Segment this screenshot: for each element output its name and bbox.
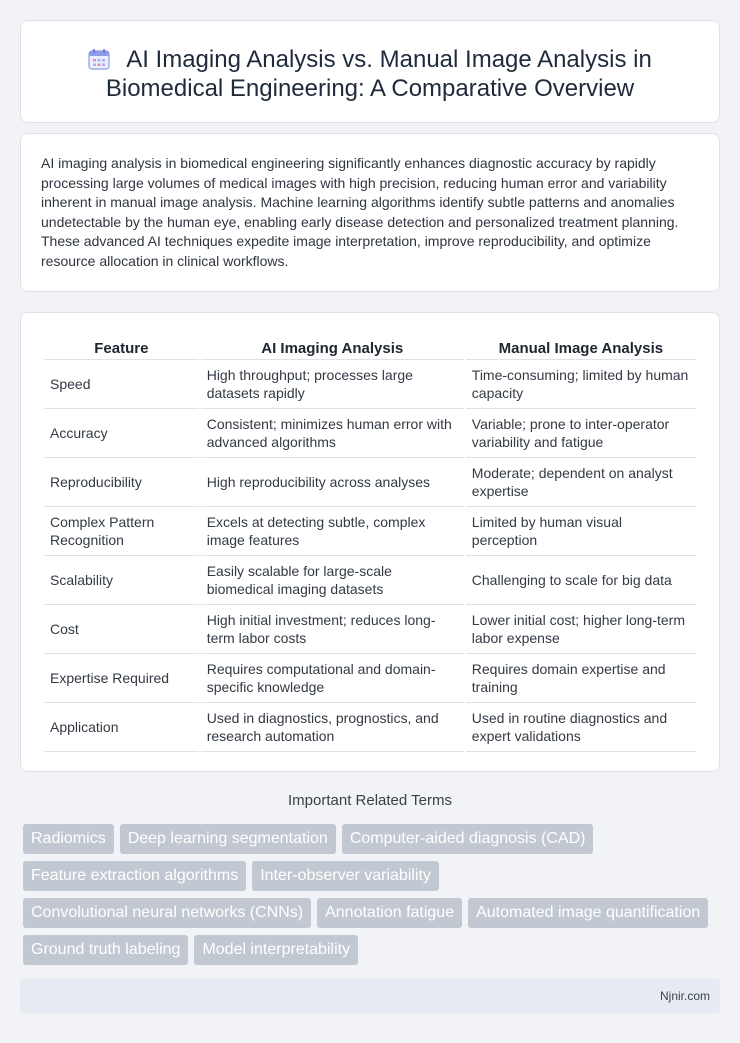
feature-cell: Accuracy — [44, 409, 199, 458]
title-line-2: Biomedical Engineering: A Comparative Overview — [105, 75, 635, 102]
feature-cell: Expertise Required — [44, 654, 199, 703]
table-row — [44, 556, 696, 605]
page-title — [21, 45, 719, 103]
related-terms-list — [23, 824, 723, 965]
ai-cell: Easily scalable for large-scale biomedical imaging datasets — [201, 556, 464, 605]
term-tag[interactable]: Convolutional neural networks (CNNs) — [23, 898, 311, 928]
term-tag[interactable]: Model interpretability — [194, 935, 358, 965]
term-tag[interactable]: Computer-aided diagnosis (CAD) — [342, 824, 594, 854]
related-terms-heading: Important Related Terms — [288, 792, 452, 809]
footer-site-link[interactable]: Njnir.com — [659, 989, 710, 1003]
comparison-table — [42, 334, 698, 752]
footer-bar — [20, 979, 720, 1013]
table-row — [44, 458, 696, 507]
manual-cell: Variable; prone to inter-operator variability and fatigue — [466, 409, 696, 458]
feature-cell: Complex Pattern Recognition — [44, 507, 199, 556]
feature-cell: Cost — [44, 605, 199, 654]
manual-cell: Requires domain expertise and training — [466, 654, 696, 703]
header-feature: Feature — [44, 334, 199, 360]
term-tag[interactable]: Automated image quantification — [468, 898, 708, 928]
term-tag[interactable]: Radiomics — [23, 824, 114, 854]
feature-cell: Reproducibility — [44, 458, 199, 507]
manual-cell: Time-consuming; limited by human capacity — [466, 360, 696, 409]
header-manual: Manual Image Analysis — [466, 334, 696, 360]
term-tag[interactable]: Ground truth labeling — [23, 935, 188, 965]
manual-cell: Limited by human visual perception — [466, 507, 696, 556]
ai-cell: Consistent; minimizes human error with advanced algorithms — [201, 409, 464, 458]
calendar-icon — [88, 48, 110, 70]
feature-cell: Speed — [44, 360, 199, 409]
term-tag[interactable]: Annotation fatigue — [317, 898, 462, 928]
table-row — [44, 654, 696, 703]
term-tag[interactable]: Feature extraction algorithms — [23, 861, 246, 891]
title-line-1: AI Imaging Analysis vs. Manual Image Analysis in — [126, 46, 652, 73]
table-row — [44, 360, 696, 409]
term-tag[interactable]: Deep learning segmentation — [120, 824, 336, 854]
manual-cell: Moderate; dependent on analyst expertise — [466, 458, 696, 507]
term-tag[interactable]: Inter-observer variability — [252, 861, 439, 891]
ai-cell: High throughput; processes large datasets rapidly — [201, 360, 464, 409]
intro-paragraph: AI imaging analysis in biomedical engineering significantly enhances diagnostic accuracy by rapidly processing large volumes of medical images with high precision, reducing human error and variability inherent in manual image analysis. Machine learning algorithms identify subtle patterns and anomalies undetectable by the human eye, enabling early disease detection and personalized treatment planning. These advanced AI techniques expedite image interpretation, improve reproducibility, and optimize resource allocation in clinical workflows. — [41, 155, 679, 269]
table-row — [44, 605, 696, 654]
table-row — [44, 507, 696, 556]
comparison-table-card — [20, 312, 720, 772]
intro-card — [20, 133, 720, 292]
manual-cell: Challenging to scale for big data — [466, 556, 696, 605]
feature-cell: Application — [44, 703, 199, 752]
ai-cell: Used in diagnostics, prognostics, and research automation — [201, 703, 464, 752]
table-row — [44, 409, 696, 458]
ai-cell: High initial investment; reduces long-term labor costs — [201, 605, 464, 654]
manual-cell: Lower initial cost; higher long-term labor expense — [466, 605, 696, 654]
table-row — [44, 703, 696, 752]
ai-cell: Requires computational and domain-specific knowledge — [201, 654, 464, 703]
feature-cell: Scalability — [44, 556, 199, 605]
title-card — [20, 20, 720, 123]
manual-cell: Used in routine diagnostics and expert validations — [466, 703, 696, 752]
header-ai: AI Imaging Analysis — [201, 334, 464, 360]
ai-cell: Excels at detecting subtle, complex image features — [201, 507, 464, 556]
table-header-row — [44, 334, 696, 360]
ai-cell: High reproducibility across analyses — [201, 458, 464, 507]
